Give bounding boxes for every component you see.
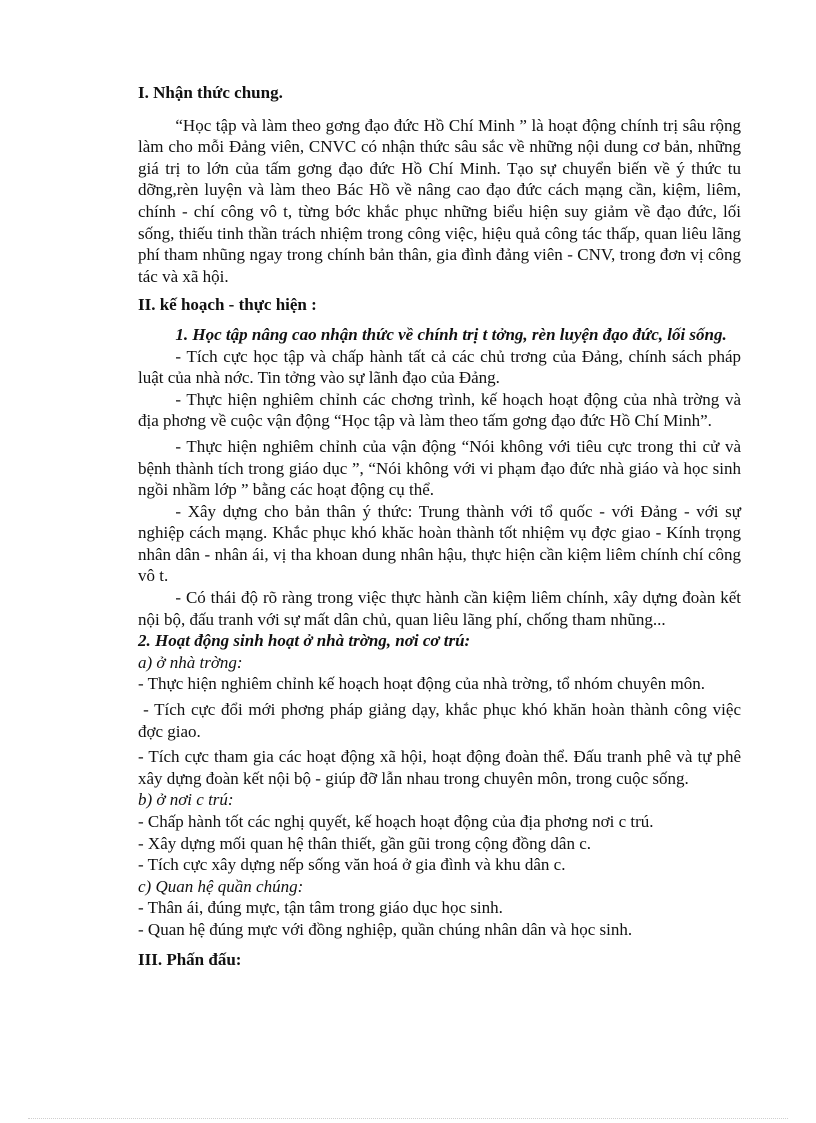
- subsection-a-item: - Tích cực đổi mới phơng pháp giảng dạy, khắc phục khó khăn hoàn thành công việc đợc giao.: [138, 700, 741, 741]
- section-2-heading: II. kế hoạch - thực hiện :: [138, 295, 317, 315]
- subsection-b-item: - Tích cực xây dựng nếp sống văn hoá ở gia đình và khu dân c.: [138, 855, 566, 875]
- part-2-heading: 2. Hoạt động sinh hoạt ở nhà trờng, nơi cơ trú:: [138, 631, 471, 651]
- part-1-item: - Xây dựng cho bản thân ý thức: Trung thành với tổ quốc - với Đảng - với sự nghiệp cách mạng. Khắc phục khó khăc hoàn thành tốt nhiệm vụ đợc giao - Kính trọng nhân dân - nhân ái, vị tha khoan dung nhân hậu, thực hiện cần kiệm liêm chính chí công vô t.: [138, 501, 741, 586]
- subsection-a-item: - Thực hiện nghiêm chỉnh kế hoạch hoạt động của nhà trờng, tổ nhóm chuyên môn.: [138, 674, 705, 694]
- part-1-item: - Thực hiện nghiêm chỉnh các chơng trình, kế hoạch hoạt động của nhà trờng và địa phơng về cuộc vận động “Học tập và làm theo tấm gơng đạo đức Hồ Chí Minh”.: [138, 389, 741, 431]
- subsection-b-label: b) ở nơi c trú:: [138, 790, 234, 810]
- section-1-paragraph: “Học tập và làm theo gơng đạo đức Hồ Chí Minh ” là hoạt động chính trị sâu rộng làm cho mỗi Đảng viên, CNVC có nhận thức sâu sắc về những nội dung cơ bản, những giá trị to lớn của tấm gơng đạo đức Hồ Chí Minh. Tạo sự chuyển biến về ý thức tu dỡng,rèn luyện và làm theo Bác Hồ về nâng cao đạo đức cách mạng cần, kiệm, liêm, chính - chí công vô t, từng bớc khắc phục những biểu hiện suy giảm về đạo đức, lối sống, thiếu tinh thần trách nhiệm trong công việc, hiệu quả công tác thấp, quan liêu lãng phí tham nhũng ngay trong chính bản thân, gia đình đảng viên - CNV, trong đơn vị công tác và xã hội.: [138, 115, 741, 286]
- section-1-heading: I. Nhận thức chung.: [138, 83, 283, 102]
- subsection-c-label: c) Quan hệ quần chúng:: [138, 876, 304, 896]
- part-1-heading: 1. Học tập nâng cao nhận thức về chính trị t tởng, rèn luyện đạo đức, lối sống.: [175, 324, 727, 344]
- part-1-item: - Thực hiện nghiêm chỉnh của vận động “Nói không với tiêu cực trong thi cử và bệnh thành tích trong giáo dục ”, “Nói không với vi phạm đạo đức nhà giáo và học sinh ngồi nhầm lớp ” bằng các hoạt động cụ thể.: [138, 436, 741, 500]
- subsection-b-item: - Xây dựng mối quan hệ thân thiết, gần gũi trong cộng đồng dân c.: [138, 833, 592, 853]
- subsection-c-item: - Quan hệ đúng mực với đồng nghiệp, quần chúng nhân dân và học sinh.: [138, 919, 633, 939]
- part-1-item: - Có thái độ rõ ràng trong việc thực hành cần kiệm liêm chính, xây dựng đoàn kết nội bộ, đấu tranh với sự mất dân chủ, quan liêu lãng phí, chống tham nhũng...: [138, 588, 741, 629]
- part-1-item: - Tích cực học tập và chấp hành tất cả các chủ trơng của Đảng, chính sách pháp luật của nhà nớc. Tin tởng vào sự lãnh đạo của Đảng.: [138, 346, 741, 388]
- subsection-a-item: - Tích cực tham gia các hoạt động xã hội, hoạt động đoàn thể. Đấu tranh phê và tự phê xây dựng đoàn kết nội bộ - giúp đỡ lẫn nhau trong chuyên môn, trong cuộc sống.: [138, 747, 741, 788]
- page-bottom-rule: [28, 1118, 788, 1119]
- document-page: [138, 82, 741, 970]
- subsection-b-item: - Chấp hành tốt các nghị quyết, kế hoạch hoạt động của địa phơng nơi c trú.: [138, 812, 654, 831]
- section-3-heading: III. Phấn đấu:: [138, 949, 242, 969]
- subsection-a-label: a) ở nhà trờng:: [138, 652, 243, 672]
- subsection-c-item: - Thân ái, đúng mực, tận tâm trong giáo dục học sinh.: [138, 898, 503, 918]
